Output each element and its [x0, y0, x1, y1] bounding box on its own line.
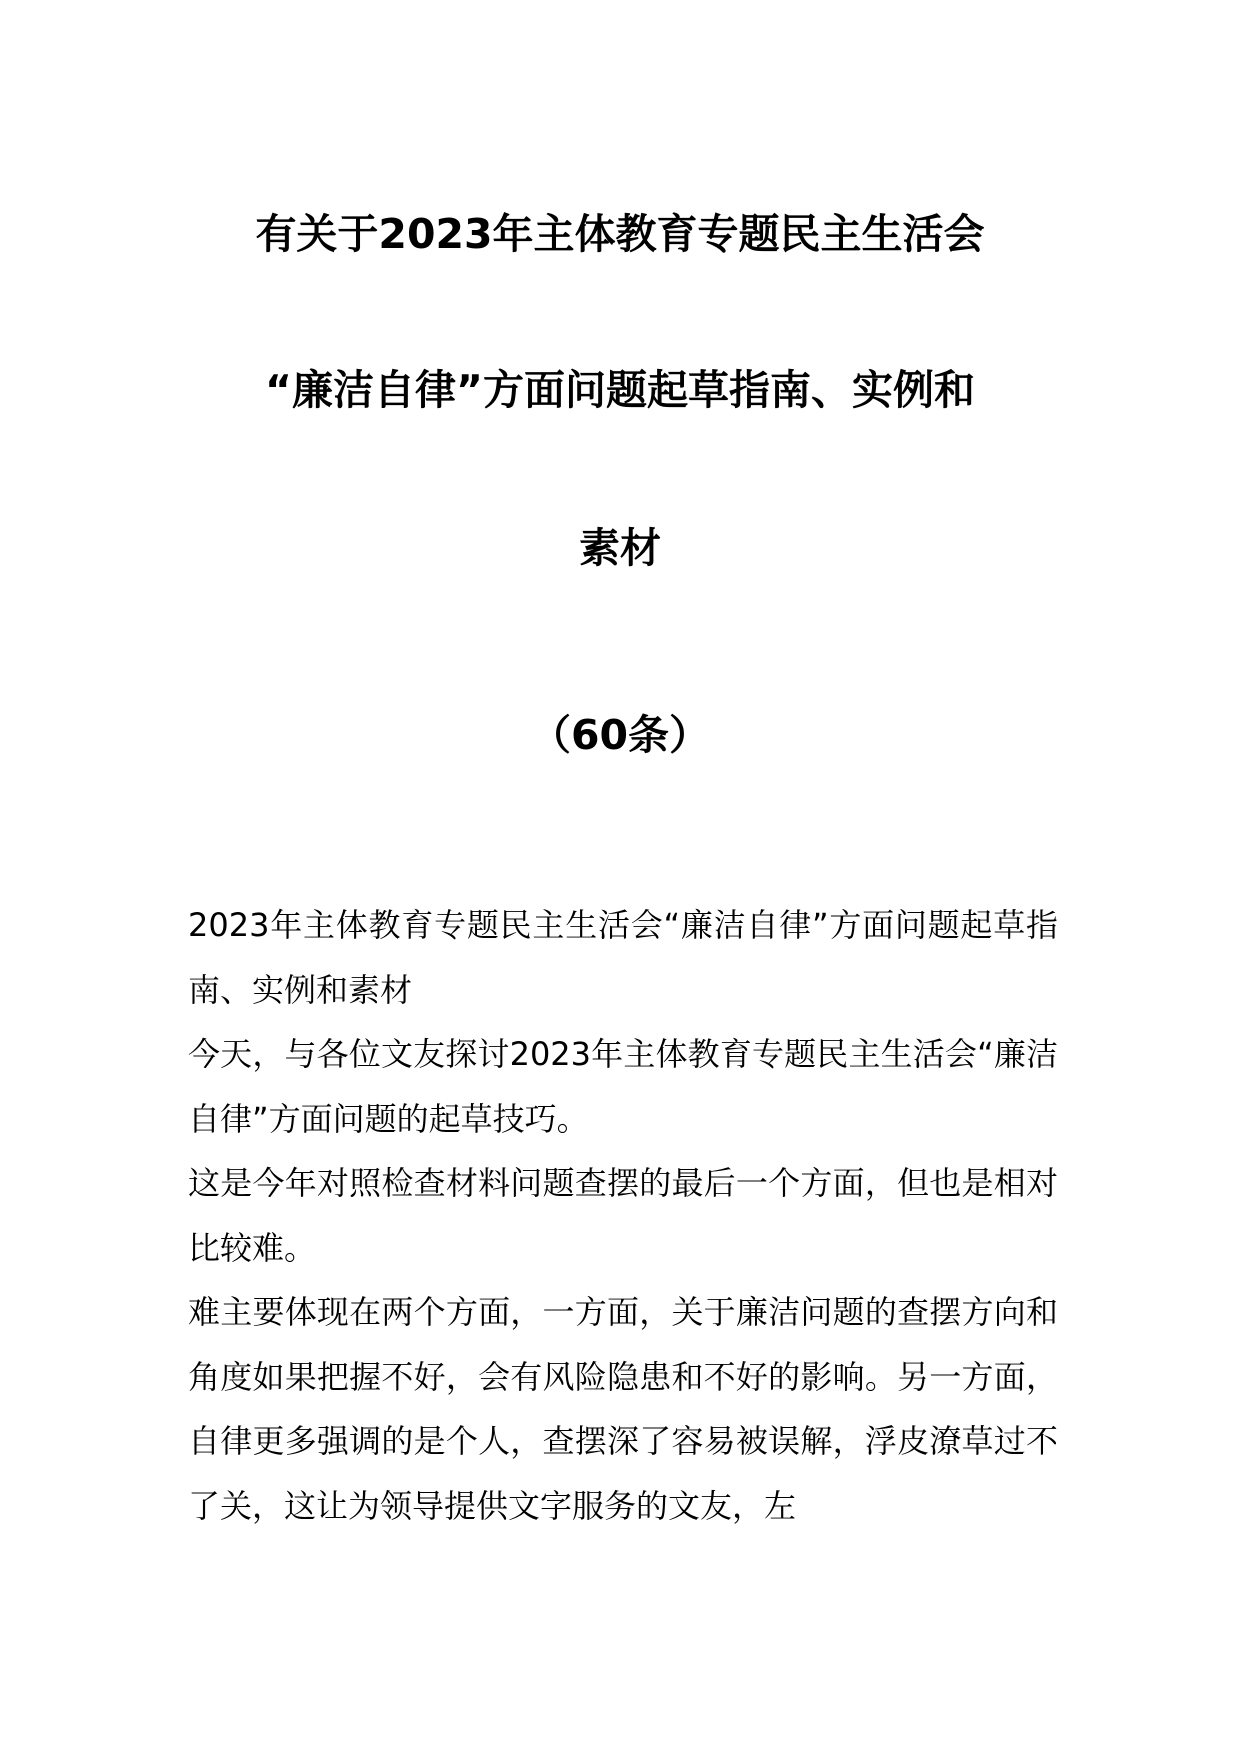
body-paragraph-1: 2023年主体教育专题民主生活会“廉洁自律”方面问题起草指南、实例和素材 [188, 906, 1058, 1009]
document-subtitle-count: （60条） [529, 711, 711, 759]
body-paragraph-4: 难主要体现在两个方面，一方面，关于廉洁问题的查摆方向和角度如果把握不好，会有风险隐患和不好的影响。另一方面，自律更多强调的是个人，查摆深了容易被误解，浮皮潦草过不了关，这让为领导提供文字服务的文友，左 [188, 1293, 1058, 1525]
document-title-line-2: “廉洁自律”方面问题起草指南、实例和 [265, 366, 975, 414]
document-body [188, 893, 1058, 1538]
body-paragraph-3: 这是今年对照检查材料问题查摆的最后一个方面，但也是相对比较难。 [188, 1164, 1058, 1267]
body-paragraph-2: 今天，与各位文友探讨2023年主体教育专题民主生活会“廉洁自律”方面问题的起草技巧。 [188, 1035, 1058, 1138]
document-title-line-1: 有关于2023年主体教育专题民主生活会 [255, 210, 985, 258]
document-title-line-3: 素材 [579, 524, 661, 572]
